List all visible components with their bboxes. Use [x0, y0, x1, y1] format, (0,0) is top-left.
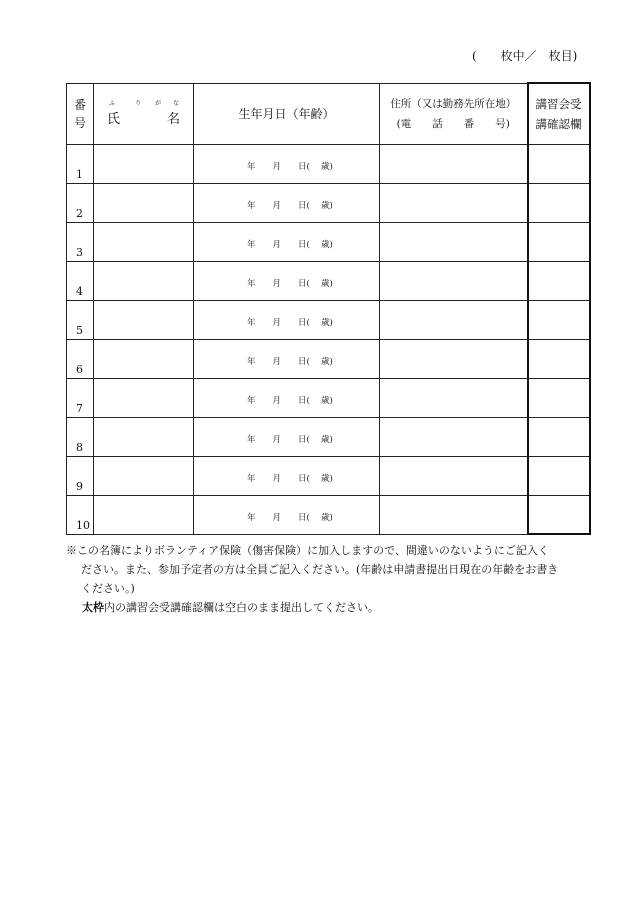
address-cell[interactable]	[380, 144, 528, 183]
table-row	[67, 144, 590, 183]
furigana-4: な	[173, 99, 180, 107]
participant-roster-table	[66, 82, 591, 535]
address-cell[interactable]	[380, 183, 528, 222]
address-cell[interactable]	[380, 495, 528, 534]
row-number: 3	[67, 222, 94, 261]
table-row	[67, 378, 590, 417]
name-kanji-2: 名	[167, 111, 181, 127]
attendance-check-cell	[528, 261, 590, 300]
address-header	[380, 83, 528, 144]
furigana-1: ふ	[109, 99, 116, 107]
birthdate-cell[interactable]: 年 月 日( 歳)	[194, 261, 380, 300]
attendance-check-cell	[528, 339, 590, 378]
address-header-line2: (電 話 番 号)	[396, 117, 510, 130]
row-number: 4	[67, 261, 94, 300]
table-row	[67, 339, 590, 378]
name-cell[interactable]	[94, 417, 194, 456]
note-line3: ください。)	[81, 582, 135, 595]
attendance-check-header	[528, 83, 590, 144]
row-number: 8	[67, 417, 94, 456]
thick-frame-note	[82, 599, 379, 615]
attendance-check-cell	[528, 495, 590, 534]
address-header-line1: 住所（又は勤務先所在地）	[390, 97, 517, 110]
name-cell[interactable]	[94, 222, 194, 261]
table-row	[67, 222, 590, 261]
attendance-check-cell	[528, 144, 590, 183]
name-cell[interactable]	[94, 339, 194, 378]
page-counter: ( 枚中／ 枚目)	[472, 49, 578, 63]
table-row	[67, 495, 590, 534]
thick-frame-text: 内の講習会受講確認欄は空白のまま提出してください。	[104, 601, 379, 614]
address-cell[interactable]	[380, 456, 528, 495]
birthdate-cell[interactable]: 年 月 日( 歳)	[194, 417, 380, 456]
name-cell[interactable]	[94, 144, 194, 183]
address-cell[interactable]	[380, 222, 528, 261]
name-cell[interactable]	[94, 261, 194, 300]
address-cell[interactable]	[380, 300, 528, 339]
table-row	[67, 261, 590, 300]
furigana-2: り	[135, 99, 142, 107]
name-cell[interactable]	[94, 183, 194, 222]
attendance-check-cell	[528, 183, 590, 222]
name-cell[interactable]	[94, 378, 194, 417]
insurance-note	[66, 541, 618, 598]
table-row	[67, 417, 590, 456]
name-cell[interactable]	[94, 456, 194, 495]
attendance-check-cell	[528, 456, 590, 495]
birthdate-cell[interactable]: 年 月 日( 歳)	[194, 183, 380, 222]
address-cell[interactable]	[380, 417, 528, 456]
row-number: 9	[67, 456, 94, 495]
birthdate-cell[interactable]: 年 月 日( 歳)	[194, 339, 380, 378]
note-line1: ※この名簿によりボランティア保険（傷害保険）に加入しますので、間違いのないようにご記入く	[66, 544, 549, 557]
birthdate-cell[interactable]: 年 月 日( 歳)	[194, 456, 380, 495]
row-number: 2	[67, 183, 94, 222]
birthdate-cell[interactable]: 年 月 日( 歳)	[194, 144, 380, 183]
address-cell[interactable]	[380, 378, 528, 417]
name-cell[interactable]	[94, 495, 194, 534]
number-header-line1: 番	[73, 97, 86, 112]
row-number: 5	[67, 300, 94, 339]
row-number: 7	[67, 378, 94, 417]
number-header	[67, 83, 94, 144]
furigana-3: が	[155, 99, 162, 107]
birthdate-cell[interactable]: 年 月 日( 歳)	[194, 300, 380, 339]
row-number: 10	[67, 495, 94, 534]
check-header-line1: 講習会受	[535, 96, 582, 111]
row-number: 6	[67, 339, 94, 378]
birthdate-cell[interactable]: 年 月 日( 歳)	[194, 495, 380, 534]
birthdate-cell[interactable]: 年 月 日( 歳)	[194, 222, 380, 261]
table-row	[67, 456, 590, 495]
note-line2: ださい。また、参加予定者の方は全員ご記入ください。(年齢は申請書提出日現在の年齢をお書き	[81, 563, 559, 576]
number-header-line2: 号	[73, 115, 86, 130]
table-row	[67, 300, 590, 339]
name-kanji-1: 氏	[107, 111, 121, 127]
name-header	[94, 83, 194, 144]
attendance-check-cell	[528, 417, 590, 456]
birthdate-cell[interactable]: 年 月 日( 歳)	[194, 378, 380, 417]
address-cell[interactable]	[380, 261, 528, 300]
table-row	[67, 183, 590, 222]
row-number: 1	[67, 144, 94, 183]
header-row	[67, 83, 590, 144]
check-header-line2: 講確認欄	[535, 116, 582, 131]
attendance-check-cell	[528, 300, 590, 339]
attendance-check-cell	[528, 222, 590, 261]
birthdate-header: 生年月日（年齢）	[194, 83, 380, 144]
thick-frame-bold: 太枠	[82, 601, 104, 614]
name-cell[interactable]	[94, 300, 194, 339]
address-cell[interactable]	[380, 339, 528, 378]
attendance-check-cell	[528, 378, 590, 417]
